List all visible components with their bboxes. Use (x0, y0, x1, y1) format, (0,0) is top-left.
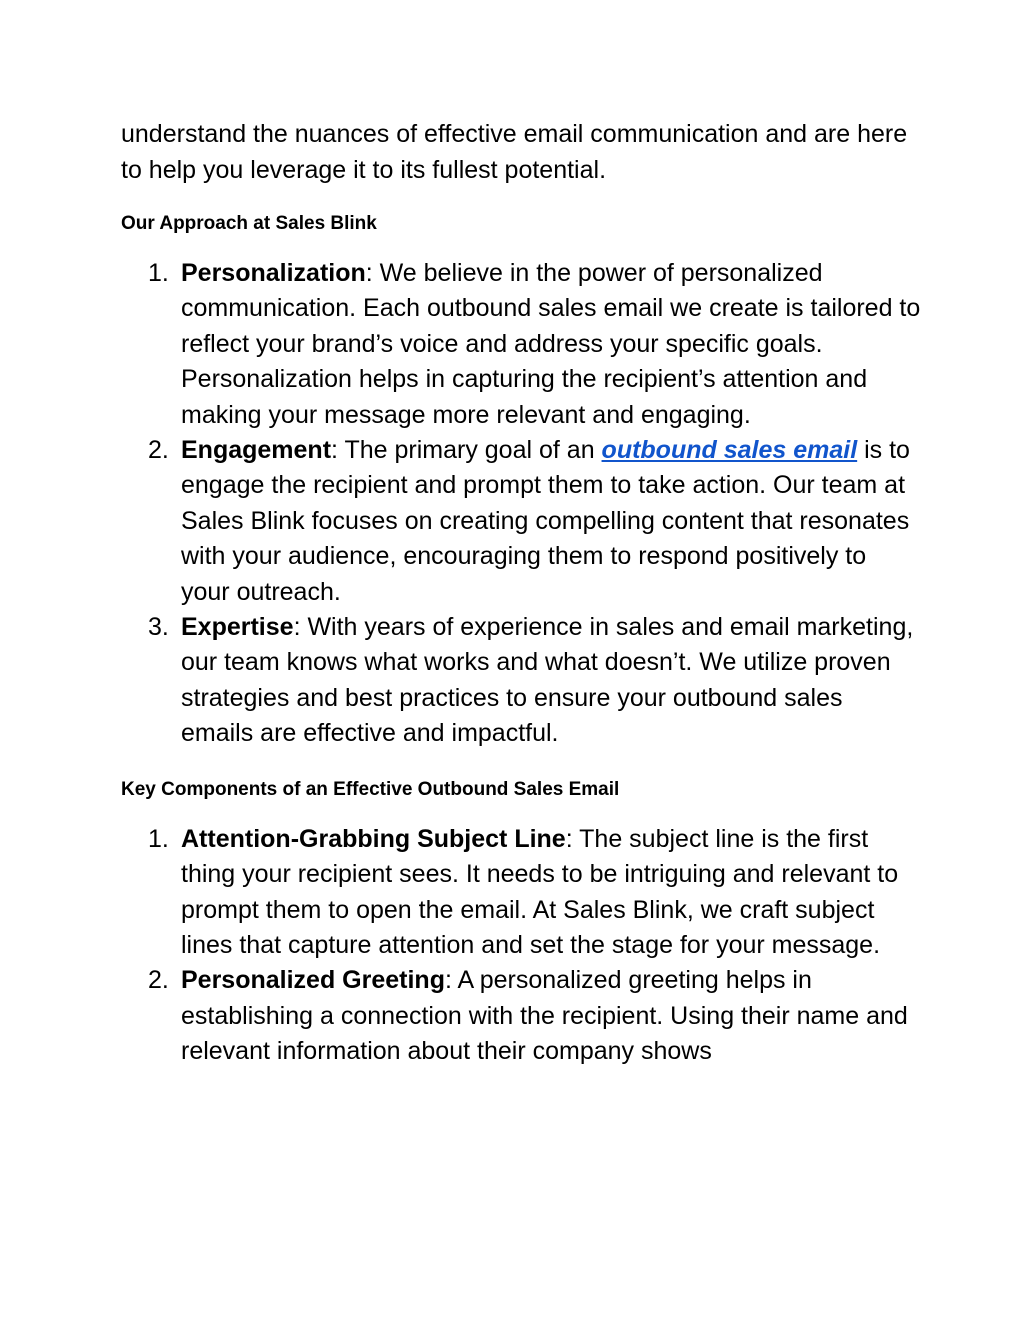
list-item-term: Personalized Greeting (181, 966, 445, 995)
list-item-term: Engagement (181, 436, 332, 465)
list-item-text: is to engage the recipient and prompt them to take action. Our team at Sales Blink focuses on creating compelling content that resonates with your audience, encouraging them to respond positively to your outreach. (181, 436, 910, 606)
list-item-term: Personalization (181, 259, 366, 287)
list-item-text: : The primary goal of an (331, 436, 602, 465)
list-number: 3. (148, 613, 169, 642)
section-heading-key-components: Key Components of an Effective Outbound Sales Email (121, 778, 620, 800)
list-number: 1. (148, 259, 169, 287)
approach-list (121, 256, 921, 752)
list-item (121, 963, 921, 1069)
list-number: 1. (148, 824, 169, 853)
list-item (121, 433, 921, 610)
list-item-text: : We believe in the power of personalized communication. Each outbound sales email we create is tailored to reflect your brand’s voice and address your specific goals. Personalization helps in capturing the recipient’s attention and making your message more relevant and engaging. (181, 259, 921, 429)
list-item (121, 610, 921, 752)
list-item-term: Expertise (181, 613, 294, 642)
document-page (121, 117, 921, 1070)
list-number: 2. (148, 966, 169, 995)
list-item-text: : A personalized greeting helps in establishing a connection with the recipient. Using their name and relevant information about their company shows (181, 966, 908, 1066)
intro-paragraph: understand the nuances of effective email communication and are here to help you leverage it to its fullest potential. (121, 120, 908, 184)
section-heading-approach: Our Approach at Sales Blink (121, 213, 377, 234)
list-number: 2. (148, 436, 169, 465)
list-item-text: : With years of experience in sales and email marketing, our team knows what works and what doesn’t. We utilize proven strategies and best practices to ensure your outbound sales emails are effective and impactful. (181, 613, 914, 748)
components-list (121, 822, 921, 1070)
list-item (121, 822, 921, 964)
list-item (121, 256, 921, 433)
outbound-sales-email-link[interactable]: outbound sales email (601, 436, 858, 465)
list-item-term: Attention-Grabbing Subject Line (181, 824, 566, 853)
list-item-text: : The subject line is the first thing your recipient sees. It needs to be intriguing and relevant to prompt them to open the email. At Sales Blink, we craft subject lines that capture attention and set the stage for your message. (181, 824, 899, 959)
